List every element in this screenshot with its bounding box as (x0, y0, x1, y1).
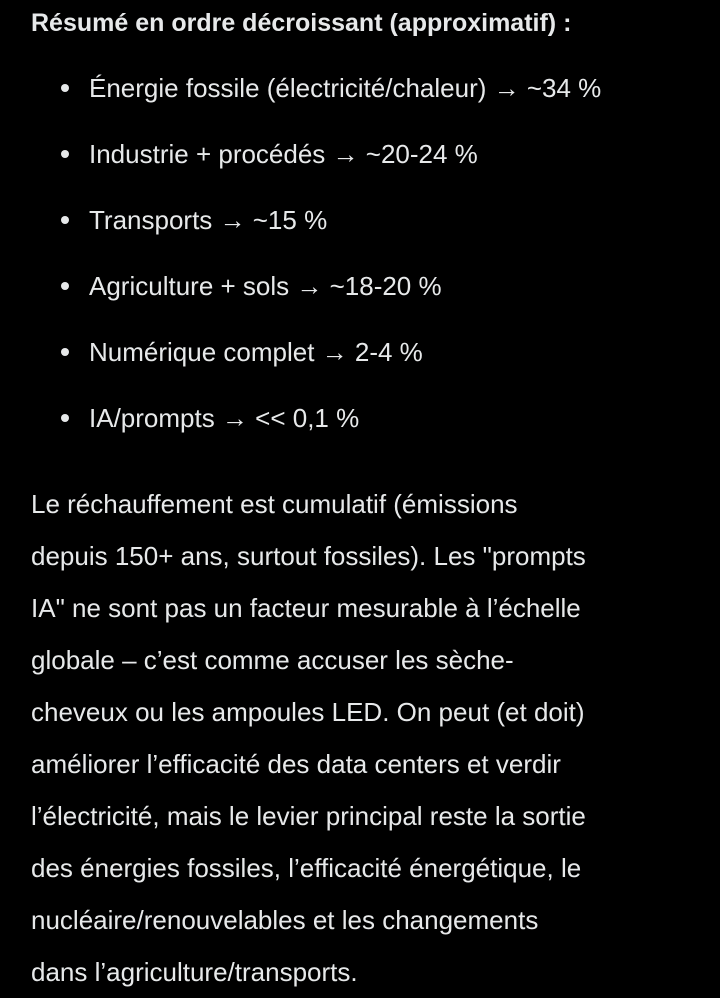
bullet-text: Industrie + procédés → ~20-24 % (89, 139, 478, 169)
paragraph-line: dans l’agriculture/transports. (31, 957, 358, 987)
summary-heading: Résumé en ordre décroissant (approximatif) : (31, 9, 572, 37)
bullet-item-ai-prompts (31, 385, 691, 451)
bullet-text: Transports → ~15 % (89, 205, 328, 235)
paragraph-line: nucléaire/renouvelables et les changements (31, 905, 539, 935)
paragraph-line: l’électricité, mais le levier principal reste la sortie (31, 801, 586, 831)
bullet-dot-icon (61, 216, 69, 224)
paragraph-line: des énergies fossiles, l’efficacité énergétique, le (31, 853, 582, 883)
paragraph-line: améliorer l’efficacité des data centers et verdir (31, 749, 561, 779)
paragraph-line: IA" ne sont pas un facteur mesurable à l’échelle (31, 593, 581, 623)
bullet-item-transport (31, 187, 691, 253)
bullet-text: Énergie fossile (électricité/chaleur) → ~34 % (89, 73, 602, 103)
bullet-dot-icon (61, 414, 69, 422)
paragraph-line: depuis 150+ ans, surtout fossiles). Les "prompts (31, 541, 586, 571)
bullet-item-fossil-energy (31, 55, 691, 121)
emissions-bullet-list (31, 55, 691, 451)
bullet-text: Agriculture + sols → ~18-20 % (89, 271, 442, 301)
bullet-dot-icon (61, 348, 69, 356)
paragraph-line: cheveux ou les ampoules LED. On peut (et doit) (31, 697, 585, 727)
bullet-text: IA/prompts → << 0,1 % (89, 403, 360, 433)
bullet-item-industry (31, 121, 691, 187)
explanation-paragraph (31, 478, 691, 998)
bullet-dot-icon (61, 84, 69, 92)
bullet-item-digital (31, 319, 691, 385)
bullet-dot-icon (61, 150, 69, 158)
bullet-dot-icon (61, 282, 69, 290)
bullet-item-agriculture (31, 253, 691, 319)
paragraph-line: globale – c’est comme accuser les sèche- (31, 645, 514, 675)
paragraph-line: Le réchauffement est cumulatif (émissions (31, 489, 518, 519)
bullet-text: Numérique complet → 2-4 % (89, 337, 423, 367)
